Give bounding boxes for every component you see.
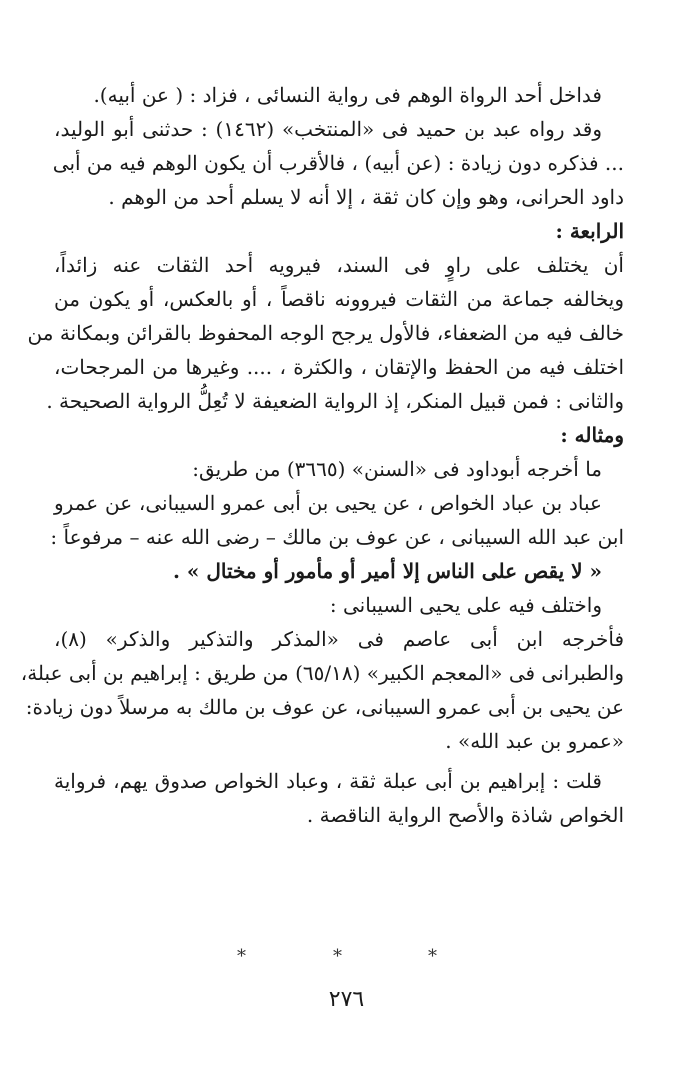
text-line: والثانى : فمن قبيل المنكر، إذ الرواية الضعيفة لا تُعِلُّ الرواية الصحيحة . [46, 389, 624, 413]
text-line: خالف فيه من الضعفاء، فالأول يرجح الوجه المحفوظ بالقرائن وبمكانة من [27, 321, 624, 345]
star-icon: * [333, 946, 342, 967]
text-line: عن يحيى بن أبى عمرو السيبانى، عن عوف بن مالك به مرسلاً دون زيادة: [25, 695, 624, 719]
page-body [20, 78, 624, 832]
text-line: الخواص شاذة والأصح الرواية الناقصة . [306, 803, 624, 827]
text-line: فأخرجه ابن أبى عاصم فى «المذكر والتذكير والذكر» (٨)، [54, 627, 624, 651]
text-line: فداخل أحد الرواة الوهم فى رواية النسائى ، فزاد : ( عن أبيه). [93, 83, 602, 107]
text-line: أن يختلف على راوٍ فى السند، فيرويه أحد الثقات عنه زائداً، [54, 253, 624, 277]
text-line: «عمرو بن عبد الله» . [445, 729, 624, 753]
text-line: ... فذكره دون زيادة : (عن أبيه) ، فالأقرب أن يكون الوهم فيه من أبى [52, 151, 624, 175]
separator-stars [0, 942, 693, 972]
text-line: ابن عبد الله السيبانى ، عن عوف بن مالك – رضى الله عنه – مرفوعاً : [50, 525, 624, 549]
text-line: والطبرانى فى «المعجم الكبير» (٦٥/١٨) من طريق : إبراهيم بن أبى عبلة، [20, 661, 624, 685]
star-icon: * [428, 946, 437, 967]
section-heading-rabia: الرابعة : [555, 219, 624, 243]
text-line: ما أخرجه أبوداود فى «السنن» (٣٦٦٥) من طريق: [192, 457, 602, 481]
star-icon: * [237, 946, 246, 967]
text-line: عباد بن عباد الخواص ، عن يحيى بن أبى عمرو السيبانى، عن عمرو [54, 491, 602, 515]
text-line: داود الحرانى، وهو وإن كان ثقة ، إلا أنه لا يسلم أحد من الوهم . [108, 185, 624, 209]
section-heading-example: ومثاله : [560, 423, 624, 447]
text-line: ويخالفه جماعة من الثقات فيروونه ناقصاً ، أو بالعكس، أو يكون من [54, 287, 624, 311]
text-line: قلت : إبراهيم بن أبى عبلة ثقة ، وعباد الخواص صدوق يهم، فرواية [54, 769, 602, 793]
page-number: ٢٧٦ [328, 987, 365, 1012]
text-line: اختلف فيه من الحفظ والإتقان ، والكثرة ، .... وغيرها من المرجحات، [54, 355, 624, 379]
text-line: وقد رواه عبد بن حميد فى «المنتخب» (١٤٦٢) : حدثنى أبو الوليد، [54, 117, 603, 141]
text-line: واختلف فيه على يحيى السيبانى : [329, 593, 602, 617]
hadith-text: « لا يقص على الناس إلا أمير أو مأمور أو مختال » . [172, 559, 602, 583]
